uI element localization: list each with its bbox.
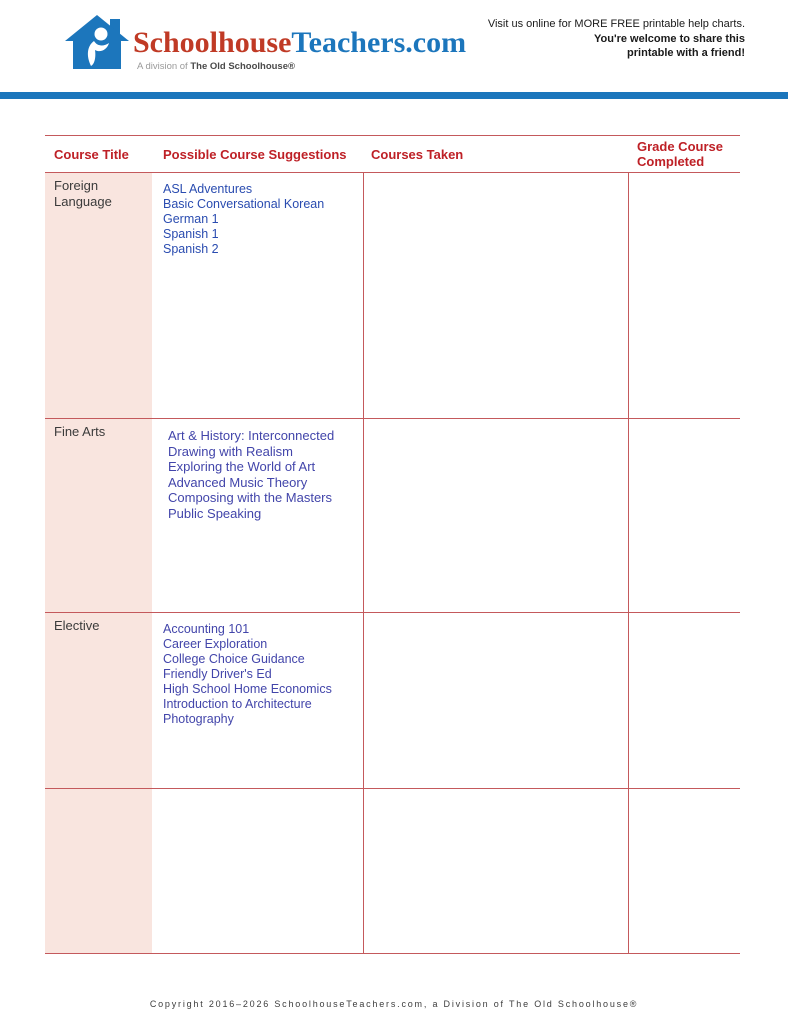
- grade-completed-cell: [629, 613, 740, 788]
- column-header-grade-completed: Grade Course Completed: [637, 139, 723, 169]
- course-suggestion: Friendly Driver's Ed: [163, 667, 272, 681]
- course-suggestion: Photography: [163, 712, 234, 726]
- course-suggestion: Public Speaking: [168, 505, 262, 521]
- course-suggestion: Drawing with Realism: [168, 443, 293, 459]
- suggestions-cell: [152, 613, 363, 788]
- course-suggestion: Spanish 2: [163, 242, 219, 256]
- course-chart-table: [45, 135, 740, 954]
- table-row: [45, 173, 740, 419]
- course-suggestion: Art & History: Interconnected: [168, 428, 335, 443]
- course-suggestion: Exploring the World of Art: [168, 459, 316, 474]
- course-title-cell: [45, 789, 152, 953]
- suggestions-cell: [152, 173, 363, 418]
- column-header-suggestions: Possible Course Suggestions: [163, 146, 347, 162]
- brand-title-teachers: Teachers.com: [291, 26, 467, 59]
- grade-completed-cell: [629, 789, 740, 953]
- grade-completed-cell: [629, 419, 740, 612]
- table-row: [45, 613, 740, 789]
- course-suggestion: German 1: [163, 212, 219, 226]
- courses-taken-cell: [363, 173, 629, 418]
- course-suggestion: Introduction to Architecture: [163, 697, 312, 711]
- promo-line-2: You're welcome to share this: [594, 32, 745, 45]
- promo-line-3: printable with a friend!: [627, 47, 745, 59]
- course-suggestion: Basic Conversational Korean: [163, 197, 325, 211]
- courses-taken-cell: [363, 613, 629, 788]
- brand-title: [133, 27, 466, 59]
- grade-completed-cell: [629, 173, 740, 418]
- course-suggestion: High School Home Economics: [163, 682, 332, 696]
- house-icon: [64, 14, 130, 70]
- course-suggestion: Accounting 101: [163, 622, 250, 636]
- course-suggestion: Spanish 1: [163, 227, 219, 241]
- course-suggestion: Career Exploration: [163, 637, 268, 651]
- column-header-courses-taken: Courses Taken: [371, 146, 464, 162]
- brand-title-schoolhouse: Schoolhouse: [133, 26, 292, 59]
- course-title-cell: Elective: [45, 613, 152, 788]
- course-title-cell: Fine Arts: [45, 419, 152, 612]
- course-suggestion: Composing with the Masters: [168, 490, 333, 505]
- table-row: [45, 789, 740, 954]
- courses-taken-cell: [363, 789, 629, 953]
- tagline-emphasis: The Old Schoolhouse®: [190, 61, 295, 72]
- courses-taken-cell: [363, 419, 629, 612]
- divider-bar: [0, 92, 788, 99]
- tagline-prefix: A division of: [137, 61, 191, 72]
- promo-line-1: Visit us online for MORE FREE printable help charts.: [487, 18, 745, 30]
- course-suggestion: College Choice Guidance: [163, 652, 305, 666]
- suggestions-cell: [152, 419, 363, 612]
- brand-tagline: [137, 61, 295, 72]
- table-row: [45, 419, 740, 613]
- course-title-cell: Foreign Language: [45, 173, 152, 418]
- table-body: [45, 173, 740, 954]
- table-header-row: [45, 135, 740, 173]
- course-suggestion: ASL Adventures: [163, 182, 253, 196]
- course-suggestion: Advanced Music Theory: [168, 474, 308, 490]
- suggestions-cell: [152, 789, 363, 953]
- footer-copyright: Copyright 2016–2026 SchoolhouseTeachers.com, a Division of The Old Schoolhouse®: [149, 999, 639, 1009]
- promo-text: [488, 17, 745, 61]
- column-header-course-title: Course Title: [54, 146, 129, 162]
